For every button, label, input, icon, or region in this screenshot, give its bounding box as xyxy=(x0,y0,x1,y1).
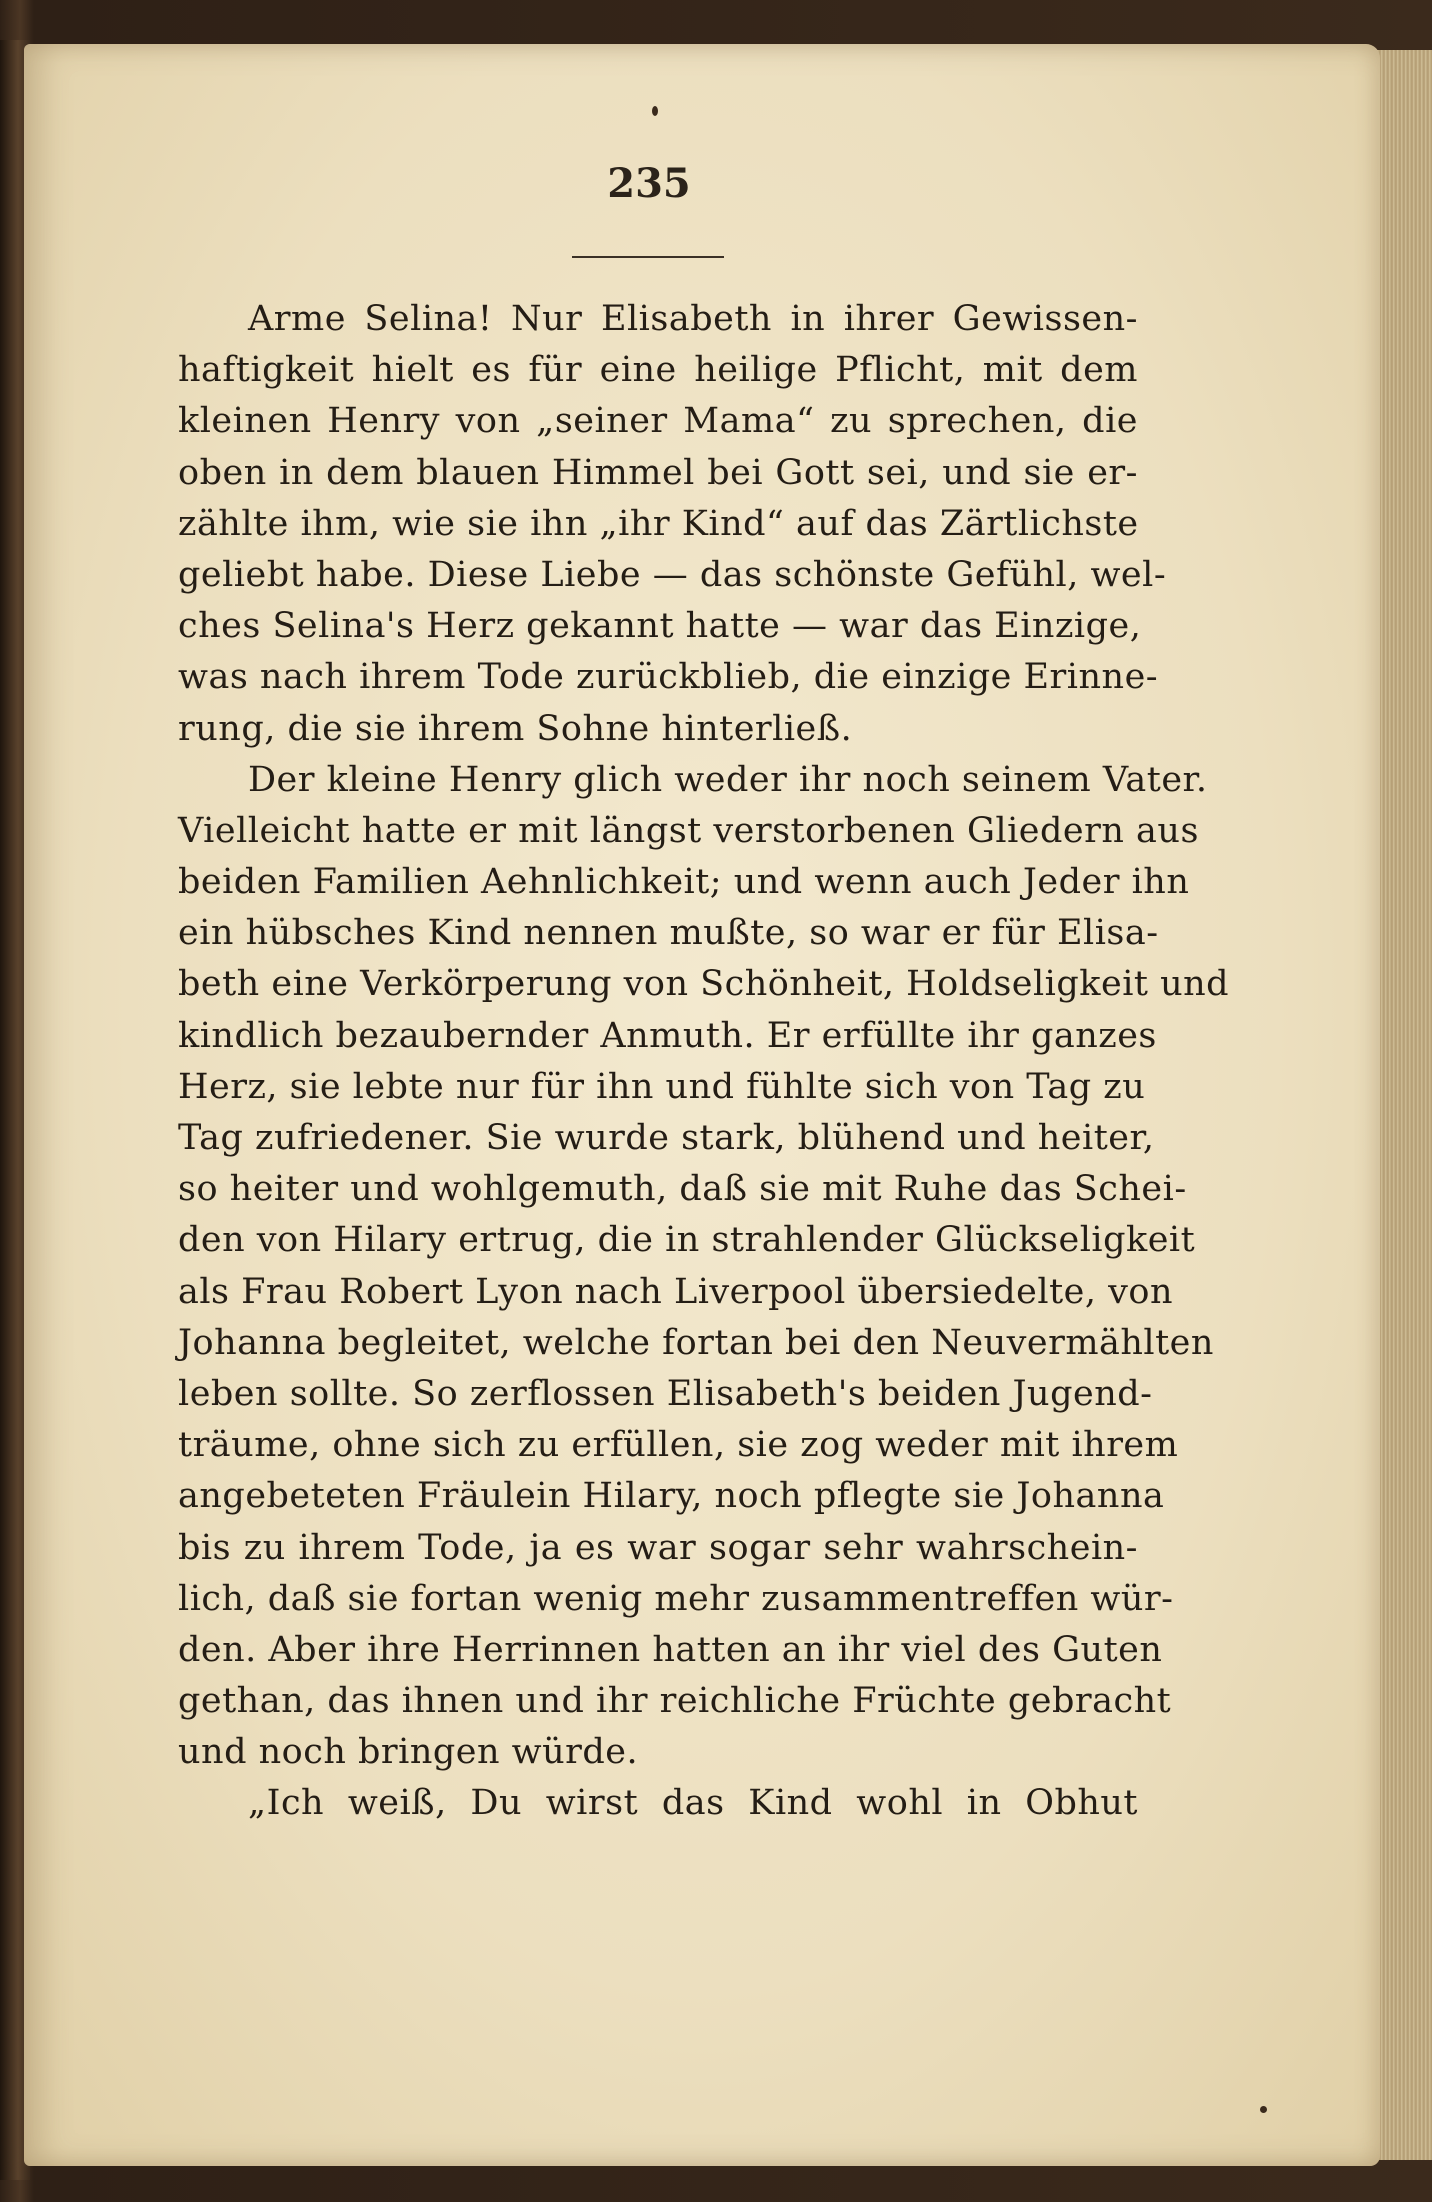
text-line: „Ich weiß, Du wirst das Kind wohl in Obhut xyxy=(248,1783,1138,1824)
text-line: zählte ihm, wie sie ihn „ihr Kind“ auf das Zärtlichste xyxy=(178,503,1139,544)
text-line: und noch bringen würde. xyxy=(178,1732,639,1773)
paper-speck xyxy=(652,106,658,116)
page-number: 235 xyxy=(607,160,691,207)
text-line: den von Hilary ertrug, die in strahlender Glückseligkeit xyxy=(178,1220,1196,1261)
text-line: gethan, das ihnen und ihr reichliche Früchte gebracht xyxy=(178,1681,1172,1722)
text-line: oben in dem blauen Himmel bei Gott sei, und sie er- xyxy=(178,452,1138,493)
body-text xyxy=(178,294,1230,1830)
text-line: Arme Selina! Nur Elisabeth in ihrer Gewissen- xyxy=(248,299,1138,339)
text-line: den. Aber ihre Herrinnen hatten an ihr viel des Guten xyxy=(178,1629,1163,1670)
text-line: Johanna begleitet, welche fortan bei den Neuvermählten xyxy=(178,1322,1214,1363)
text-line: Tag zufriedener. Sie wurde stark, blühend und heiter, xyxy=(178,1118,1155,1158)
text-line: so heiter und wohlgemuth, daß sie mit Ruhe das Schei- xyxy=(178,1169,1187,1210)
text-line: ches Selina's Herz gekannt hatte — war das Einzige, xyxy=(178,606,1142,647)
text-line: bis zu ihrem Tode, ja es war sogar sehr wahrschein- xyxy=(178,1527,1138,1568)
text-line: kleinen Henry von „seiner Mama“ zu sprechen, die xyxy=(178,401,1138,442)
text-line: leben sollte. So zerflossen Elisabeth's beiden Jugend- xyxy=(178,1373,1153,1414)
text-line: ein hübsches Kind nennen mußte, so war er für Elisa- xyxy=(178,913,1159,954)
text-line: Der kleine Henry glich weder ihr noch seinem Vater. xyxy=(248,759,1208,800)
page-edges xyxy=(1372,50,1432,2160)
text-line: beiden Familien Aehnlichkeit; und wenn auch Jeder ihn xyxy=(178,862,1190,903)
text-line: angebeteten Fräulein Hilary, noch pflegte sie Johanna xyxy=(178,1476,1165,1517)
text-line: geliebt habe. Diese Liebe — das schönste Gefühl, wel- xyxy=(178,554,1167,595)
text-line: träume, ohne sich zu erfüllen, sie zog weder mit ihrem xyxy=(178,1425,1179,1466)
text-line: rung, die sie ihrem Sohne hinterließ. xyxy=(178,708,853,749)
text-line: als Frau Robert Lyon nach Liverpool übersiedelte, von xyxy=(178,1271,1173,1312)
text-line: Vielleicht hatte er mit längst verstorbenen Gliedern aus xyxy=(178,810,1199,851)
text-line: kindlich bezaubernder Anmuth. Er erfüllte ihr ganzes xyxy=(178,1015,1157,1056)
text-line: Herz, sie lebte nur für ihn und fühlte sich von Tag zu xyxy=(178,1066,1146,1107)
text-line: beth eine Verkörperung von Schönheit, Holdseligkeit und xyxy=(178,964,1230,1005)
header-rule xyxy=(572,256,724,258)
text-line: was nach ihrem Tode zurückblieb, die einzige Erinne- xyxy=(178,657,1159,698)
text-line: haftigkeit hielt es für eine heilige Pflicht, mit dem xyxy=(178,350,1138,391)
text-line: lich, daß sie fortan wenig mehr zusammentreffen wür- xyxy=(178,1578,1174,1619)
paper-speck xyxy=(1260,2106,1267,2113)
